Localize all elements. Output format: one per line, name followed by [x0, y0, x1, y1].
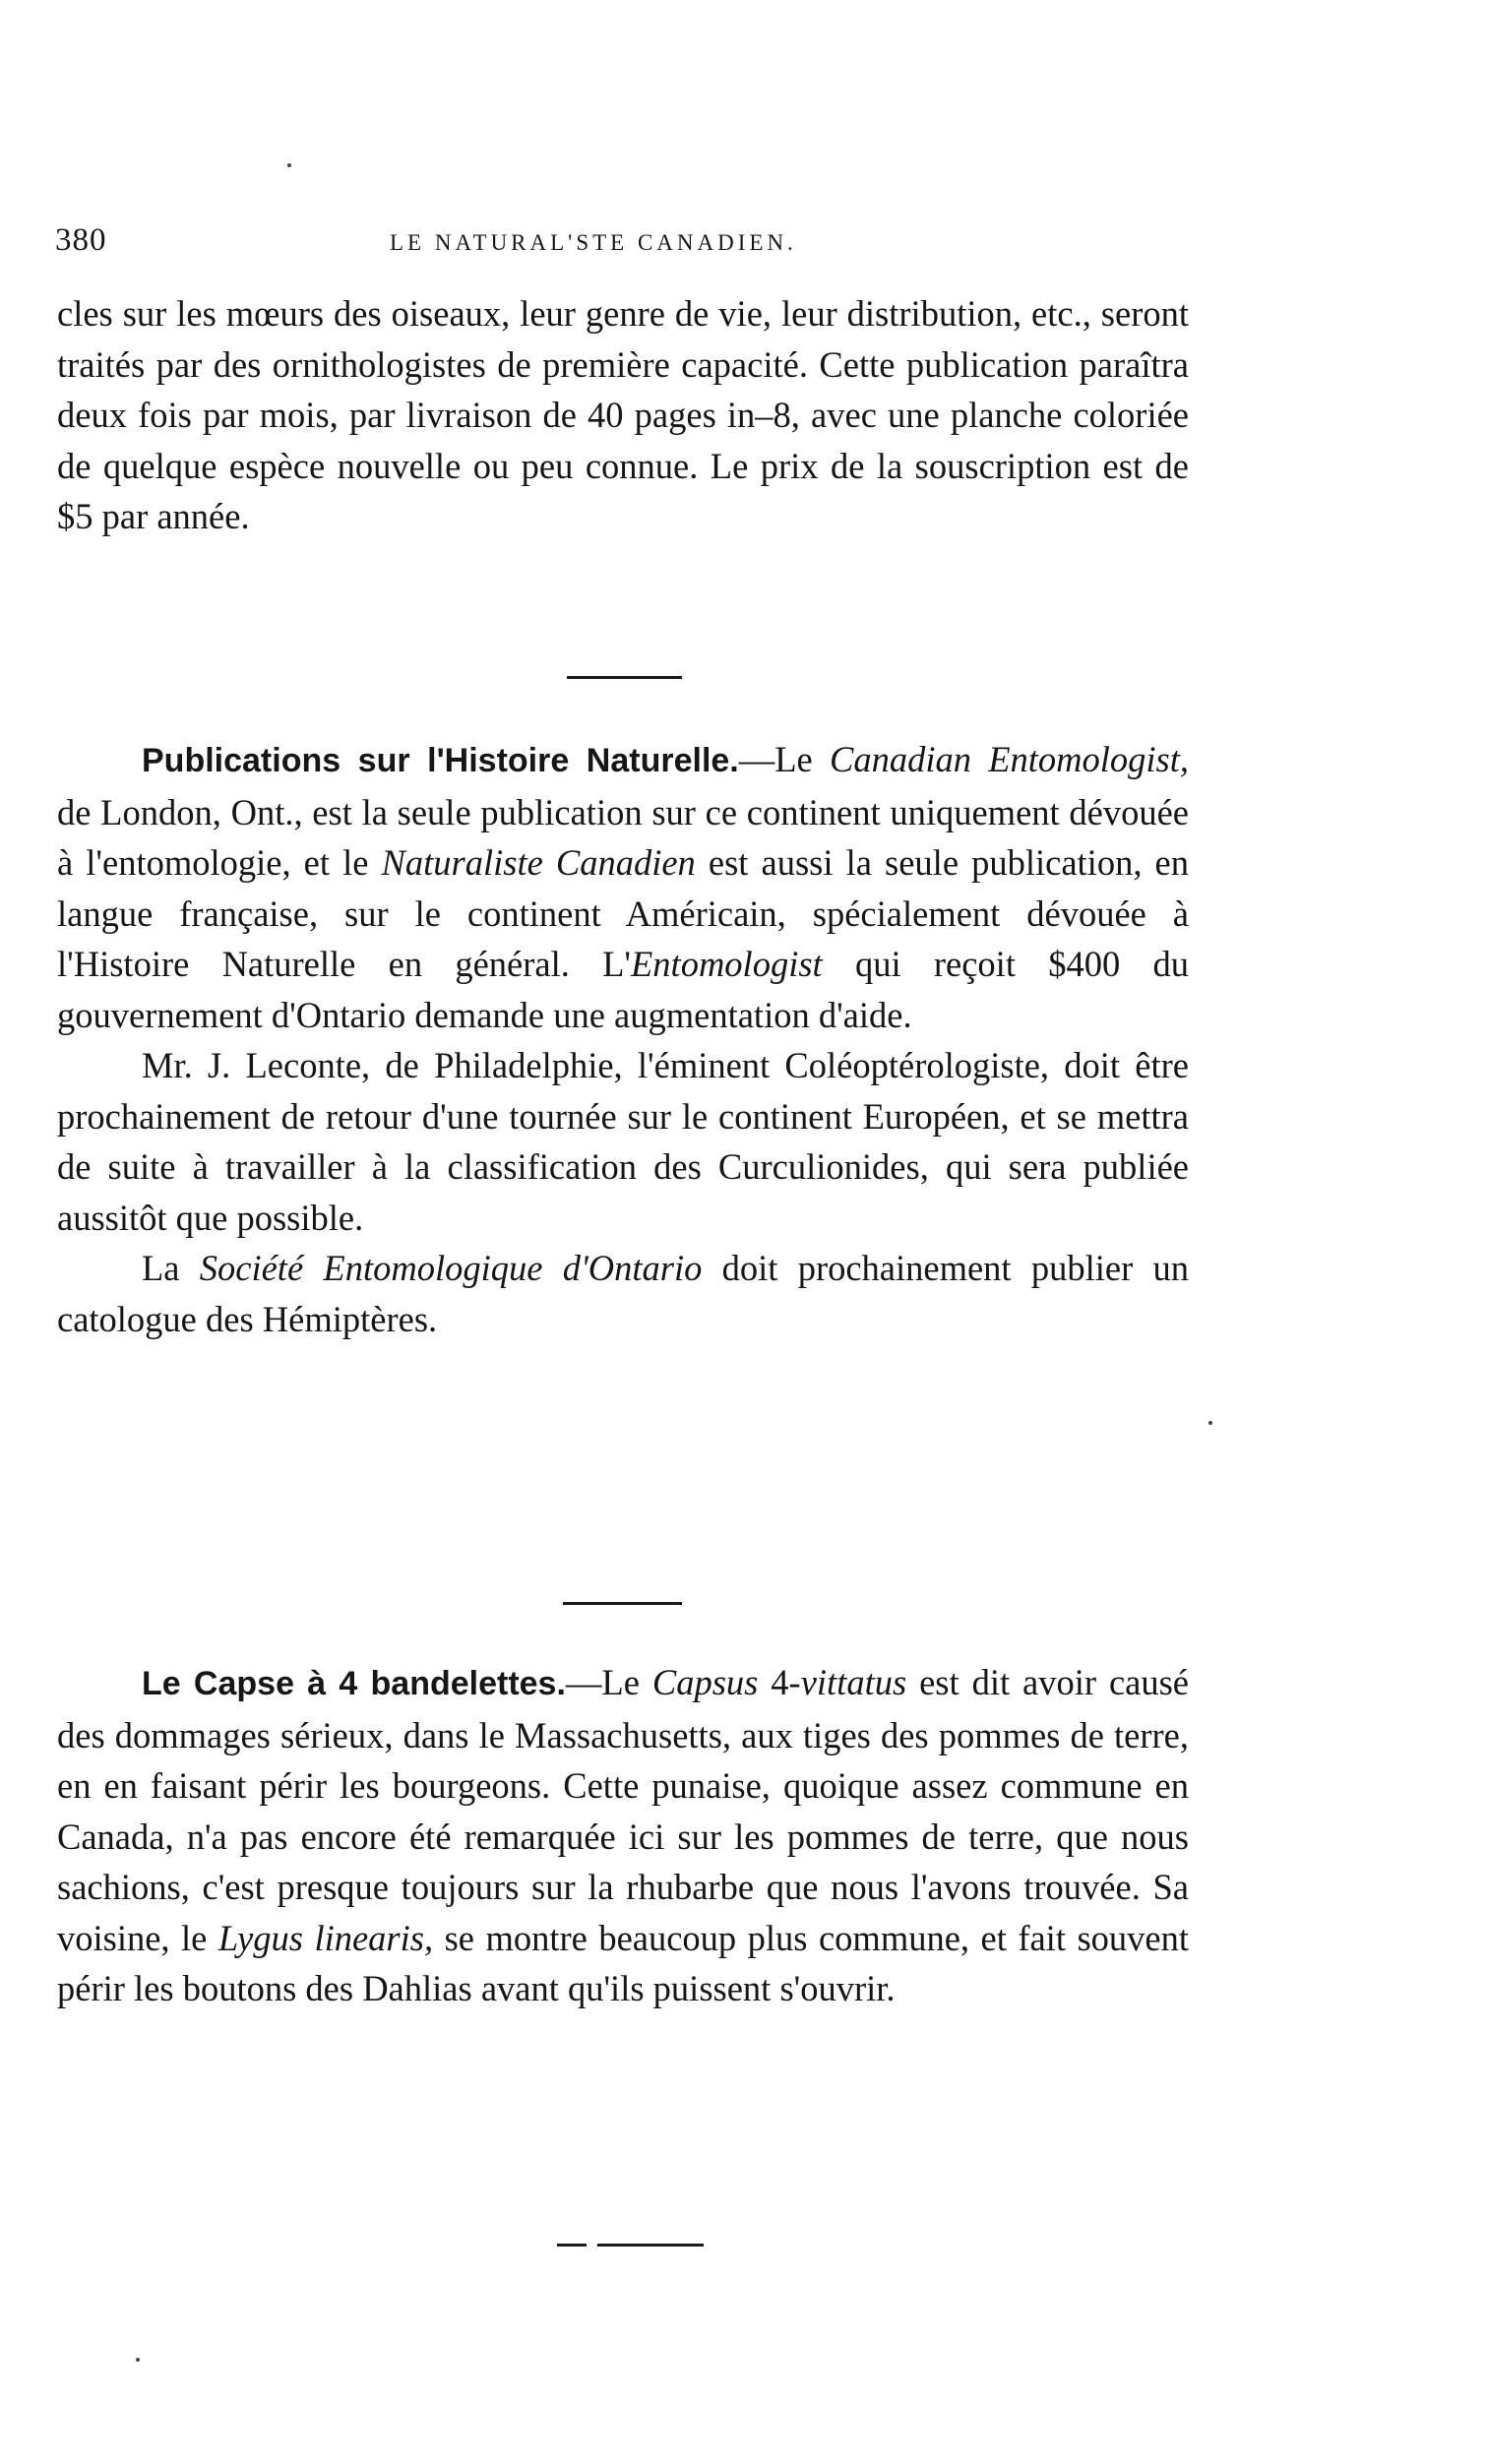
section-capse — [57, 1657, 1189, 2014]
running-head: LE NATURAL'STE CANADIEN. — [390, 230, 797, 255]
natural-history-paragraph: Publications sur l'Histoire Naturelle.—Le Canadian Entomologist, de London, Ont., est la seule publication sur ce continent uniquement dévouée à l'entomologie, et le Naturaliste Canadien est aussi la seule publication, en langue française, sur le continent Américain, spécialement dévouée à l'Histoire Naturelle en général. L'Entomologist qui reçoit $400 du gouvernement d'Ontario demande une augmentation d'aide. — [57, 739, 1189, 1035]
journal-title: Canadian Entomologist, — [829, 739, 1189, 779]
journal-title: Entomologist — [631, 944, 823, 984]
intro-paragraph — [57, 288, 1189, 542]
section-divider-2 — [563, 1602, 682, 1605]
capse-paragraph: Le Capse à 4 bandelettes.—Le Capsus 4-vittatus est dit avoir causé des dommages sérieux, dans le Massachusetts, aux tiges des pommes de terre, en en faisant périr les bourgeons. Cette punaise, quoique assez commune en Canada, n'a pas encore été remarquée ici sur les pommes de terre, que nous sachions, c'est presque toujours sur la rhubarbe que nous l'avons trouvée. Sa voisine, le Lygus linearis, se montre beaucoup plus commune, et fait souvent périr les boutons des Dahlias avant qu'ils puissent s'ouvrir. — [57, 1662, 1189, 2008]
section-divider-1 — [567, 676, 682, 679]
print-speck — [1208, 1421, 1212, 1425]
intro-paragraph-text: cles sur les mœurs des oiseaux, leur genre de vie, leur distribution, etc., seront traités par des ornithologistes de première capacité. Cette publication paraîtra deux fois par mois, par livraison de 40 pages in–8, avec une planche coloriée de quelque espèce nouvelle ou peu connue. Le prix de la souscription est de $5 par année. — [57, 293, 1189, 536]
print-speck — [136, 2358, 140, 2362]
end-divider-right — [597, 2244, 704, 2247]
journal-title: Naturaliste Canadien — [381, 842, 696, 883]
page-header — [55, 222, 1193, 262]
section-title-capse: Le Capse à 4 bandelettes. — [142, 1665, 566, 1702]
page-number: 380 — [55, 222, 107, 258]
leconte-paragraph: Mr. J. Leconte, de Philadelphie, l'éminent Coléoptérologiste, doit être prochainement de retour d'une tournée sur le continent Européen, et se mettra de suite à travailler à la classification des Curculionides, qui sera publiée aussitôt que possible. — [57, 1045, 1189, 1238]
species-name: vittatus — [800, 1662, 907, 1702]
species-name: Lygus linearis, — [217, 1917, 434, 1958]
society-paragraph: La Société Entomologique d'Ontario doit prochainement publier un catologue des Hémiptères. — [57, 1248, 1189, 1339]
society-name: Société Entomologique d'Ontario — [199, 1248, 703, 1288]
end-divider-left — [557, 2244, 587, 2247]
section-natural-history — [57, 734, 1189, 1344]
print-speck — [287, 163, 291, 167]
section-title-natural-history: Publications sur l'Histoire Naturelle. — [142, 742, 739, 779]
species-name: Capsus — [651, 1662, 759, 1702]
